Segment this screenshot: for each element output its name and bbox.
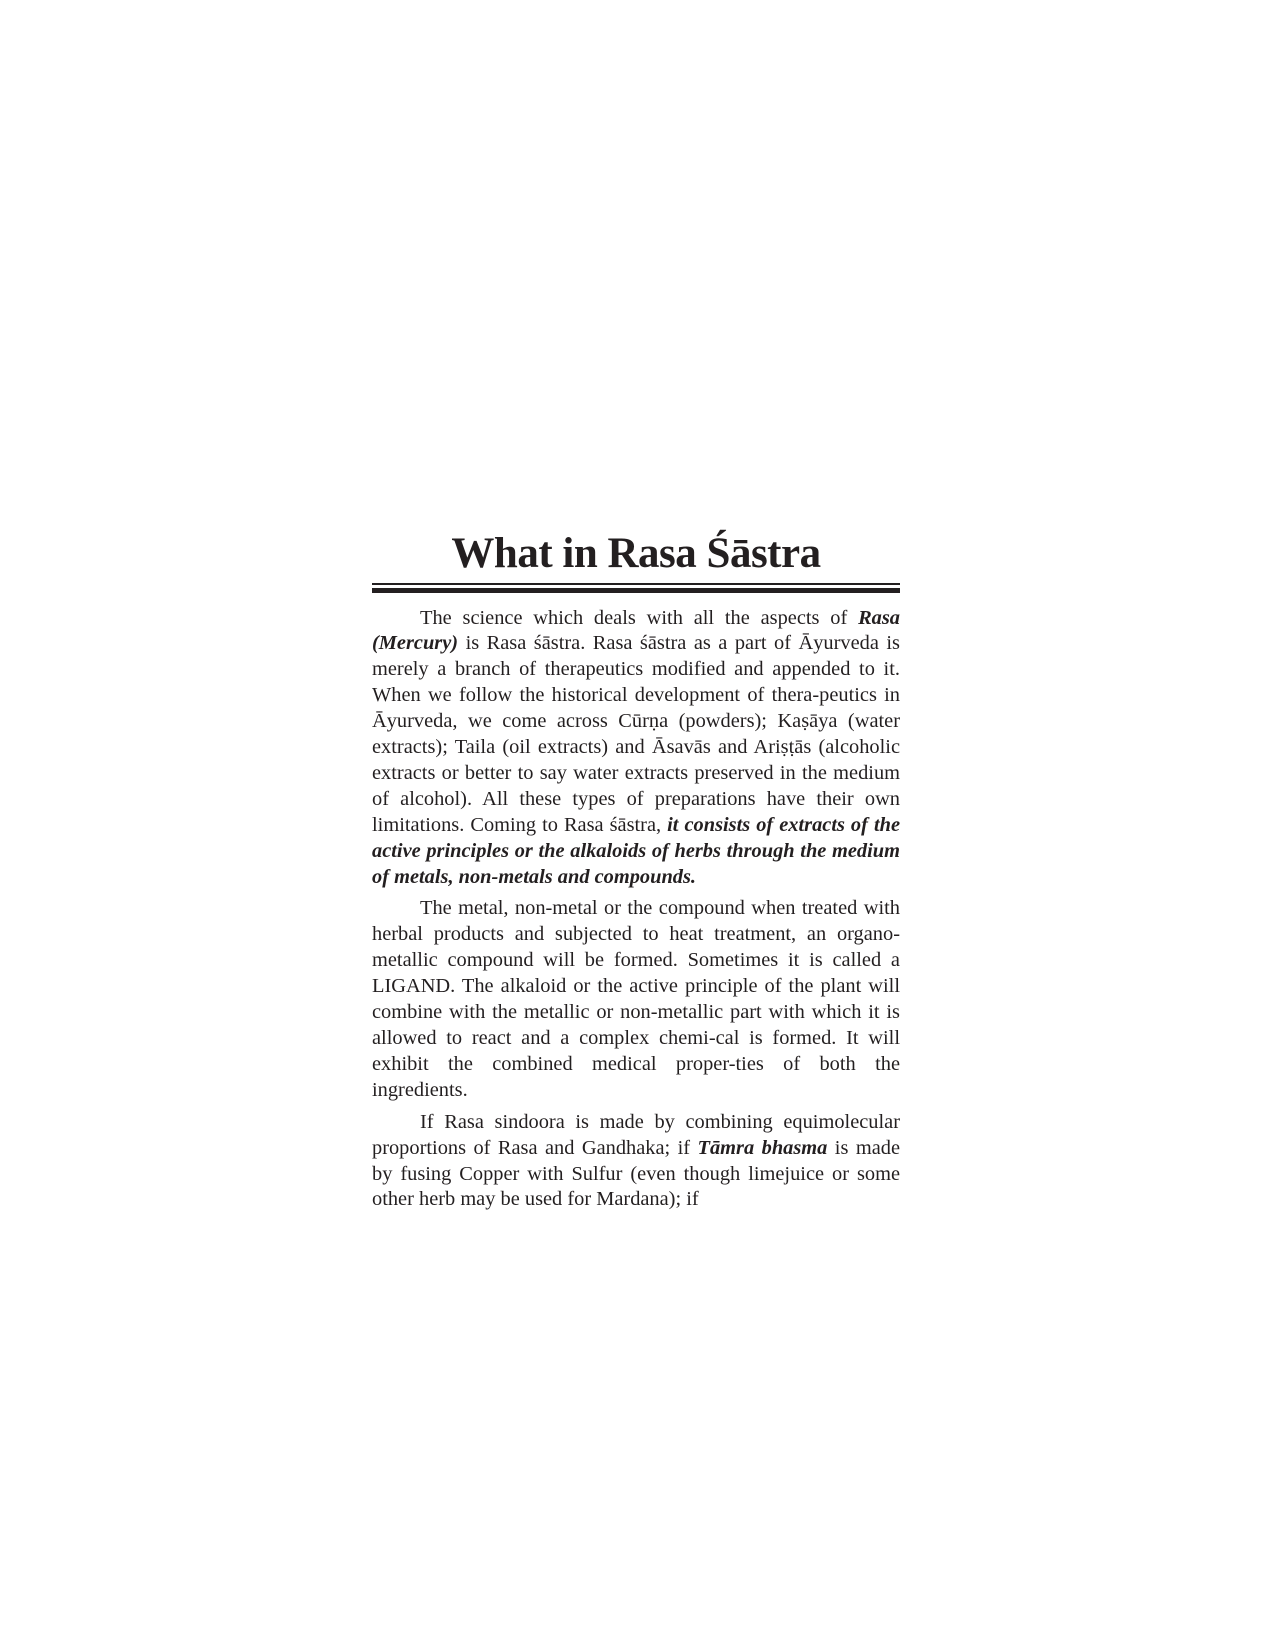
text-segment: is Rasa śāstra. Rasa śāstra as a part of Āyurveda is merely a branch of therapeutics modified and appended to it. When we follow the historical development of thera-peutics in Āyurveda, we come across Cūrṇa (powders); Kaṣāya (water extracts); Taila (oil extracts) and Āsavās and Ariṣṭās (alcoholic extracts or better to say water extracts preserved in the medium of alcohol). All these types of preparations have their own limitations. Coming to Rasa śāstra, xyxy=(372,632,900,836)
paragraph-1 xyxy=(372,606,900,891)
text-segment: The metal, non-metal or the compound when treated with herbal products and subjected to heat treatment, an organo-metallic compound will be formed. Sometimes it is called a LIGAND. The alkaloid or the active principle of the plant will combine with the metallic or non-metallic part with which it is allowed to react and a complex chemi-cal is formed. It will exhibit the combined medical proper-ties of both the ingredients. xyxy=(372,897,900,1101)
paragraph-2 xyxy=(372,896,900,1103)
chapter-title: What in Rasa Śāstra xyxy=(451,530,821,577)
emphasis-extracts-statement: it consists of extracts of the active principles or the alkaloids of herbs through the medium of metals, non-metals and compounds. xyxy=(372,813,900,888)
page-content xyxy=(372,528,900,1219)
title-rule-thick xyxy=(372,588,900,593)
title-rule-thin xyxy=(372,583,900,585)
text-segment: If Rasa sindoora is made by combining equimolecular proportions of Rasa and Gandhaka; if xyxy=(372,1110,900,1159)
text-segment: is made by fusing Copper with Sulfur (even though limejuice or some other herb may be used for Mardana); if xyxy=(372,1136,900,1211)
body-text xyxy=(372,606,900,1214)
text-segment: The science which deals with all the aspects of xyxy=(420,606,859,629)
emphasis-rasa-mercury: Rasa (Mercury) xyxy=(372,606,900,655)
paragraph-3 xyxy=(372,1110,900,1214)
emphasis-tamra-bhasma: Tāmra bhasma xyxy=(697,1136,828,1159)
